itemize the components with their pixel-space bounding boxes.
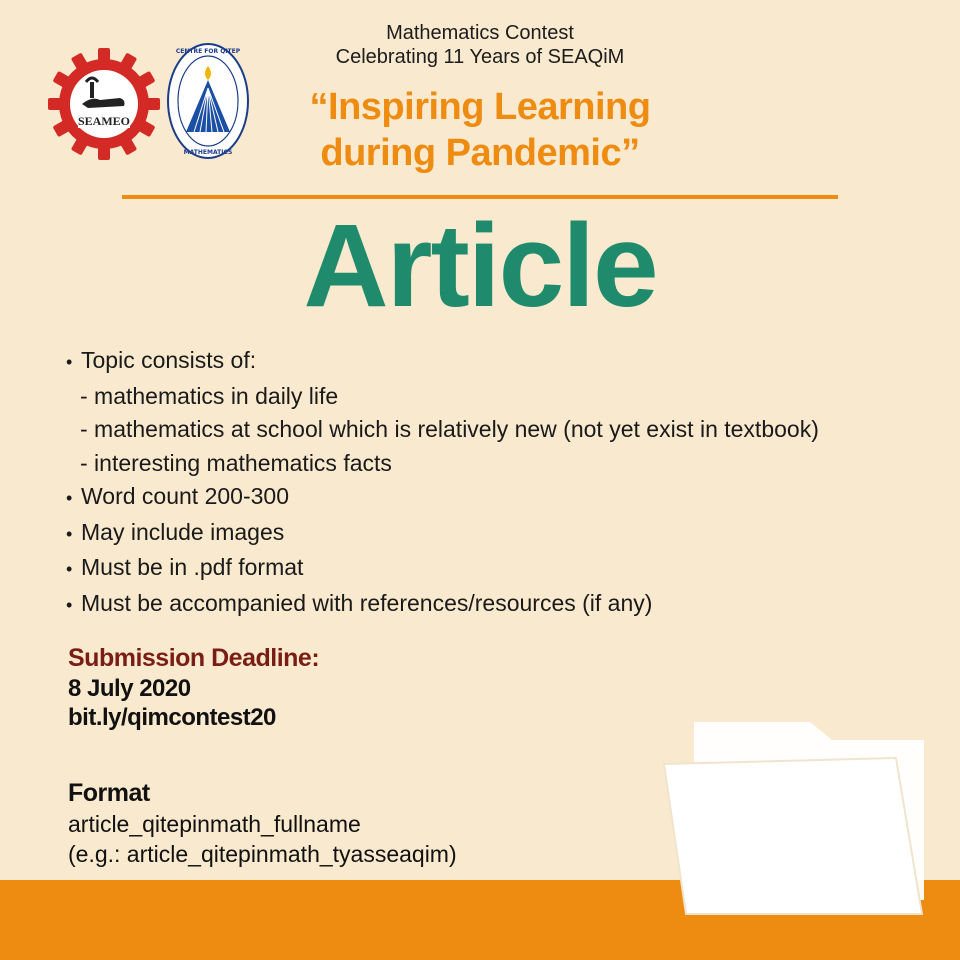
requirement-item <box>66 516 946 552</box>
topic-subitem <box>66 380 946 414</box>
bullet-icon: • <box>66 594 73 615</box>
contest-subtitle: Celebrating 11 Years of SEAQiM <box>335 46 625 68</box>
requirement-text: Must be in .pdf format <box>81 554 304 580</box>
requirement-text: - mathematics in daily life <box>80 382 339 409</box>
topic-subitem <box>66 413 946 447</box>
theme-line-1: “Inspiring Learning <box>309 86 651 128</box>
topic-subitem <box>66 447 946 481</box>
svg-text:CENTRE FOR QITEP: CENTRE FOR QITEP <box>175 48 241 55</box>
requirement-text: Topic consists of: <box>81 347 257 373</box>
requirement-text: Must be accompanied with references/resources (if any) <box>81 589 653 616</box>
format-label: Format <box>68 779 150 807</box>
requirement-item <box>66 551 946 587</box>
requirement-text: May include images <box>81 518 285 545</box>
requirement-text: Word count 200-300 <box>81 483 289 509</box>
contest-title: Mathematics Contest <box>386 22 574 44</box>
requirement-item <box>66 344 946 380</box>
requirement-text: - mathematics at school which is relatively new (not yet exist in textbook) <box>80 416 819 442</box>
submission-link[interactable]: bit.ly/qimcontest20 <box>68 704 276 731</box>
bullet-icon: • <box>66 488 73 508</box>
svg-text:SEAMEO: SEAMEO <box>77 114 131 128</box>
format-filename: article_qitepinmath_fullname <box>68 811 361 837</box>
deadline-label: Submission Deadline: <box>68 644 320 672</box>
deadline-date: 8 July 2020 <box>68 675 191 702</box>
requirement-item <box>66 587 946 623</box>
bullet-icon: • <box>66 523 73 544</box>
requirement-item <box>66 480 946 516</box>
format-example: (e.g.: article_qitepinmath_tyasseaqim) <box>68 841 457 867</box>
folder-icon <box>660 718 928 918</box>
svg-text:MATHEMATICS: MATHEMATICS <box>183 149 233 156</box>
seameo-logo-icon <box>48 48 160 160</box>
page-title: Article <box>303 200 657 332</box>
bullet-icon: • <box>66 559 73 579</box>
bullet-icon: • <box>66 352 73 372</box>
theme-line-2: during Pandemic” <box>320 132 640 174</box>
requirement-text: - interesting mathematics facts <box>80 449 392 476</box>
requirements-list <box>66 344 946 622</box>
qitep-logo-icon <box>166 40 250 162</box>
